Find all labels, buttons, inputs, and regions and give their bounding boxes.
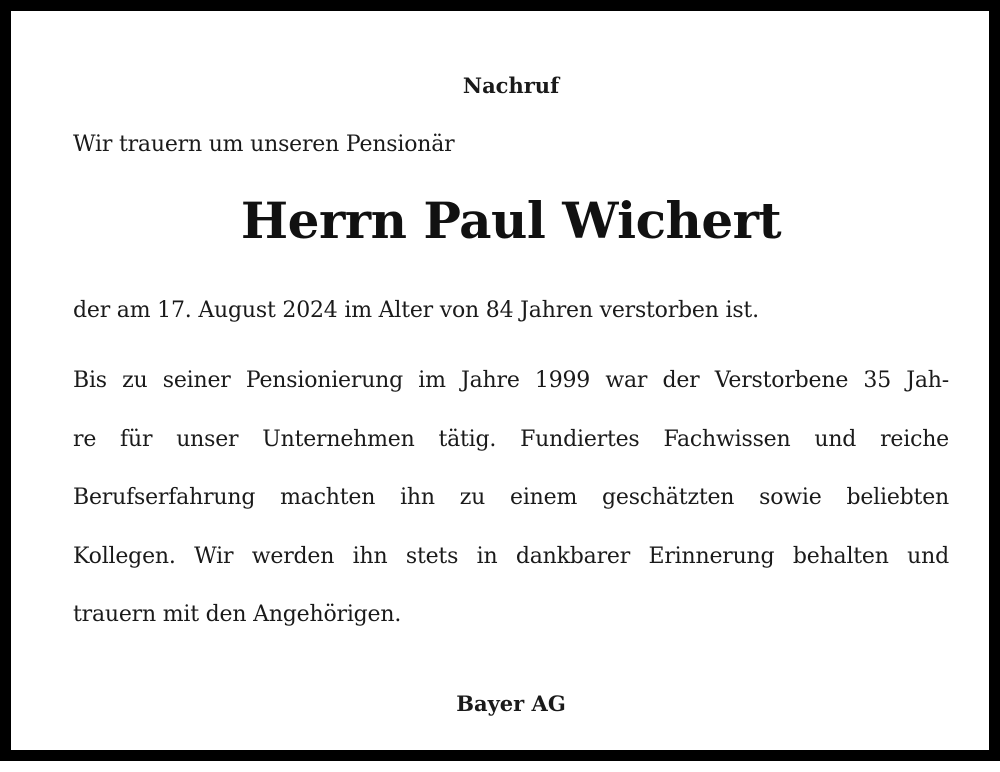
tribute-line: Bis zu seiner Pensionierung im Jahre 1999 war der Verstorbene 35 Jah- [73,368,949,393]
tribute-line: Berufserfahrung machten ihn zu einem geschätzten sowie beliebten [73,485,949,510]
obituary-heading: Nachruf [462,73,560,98]
tribute-paragraph [73,365,949,658]
tribute-line: trauern mit den Angehörigen. [73,602,402,627]
company-signature: Bayer AG [456,691,566,716]
deceased-name: Herrn Paul Wichert [240,191,782,250]
obituary-content [73,11,949,772]
tribute-line: re für unser Unternehmen tätig. Fundiertes Fachwissen und reiche [73,426,949,452]
tribute-line: Kollegen. Wir werden ihn stets in dankbarer Erinnerung behalten und [73,543,949,569]
intro-line: Wir trauern um unseren Pensionär [73,132,455,157]
death-date-line: der am 17. August 2024 im Alter von 84 Jahren verstorben ist. [73,298,759,323]
